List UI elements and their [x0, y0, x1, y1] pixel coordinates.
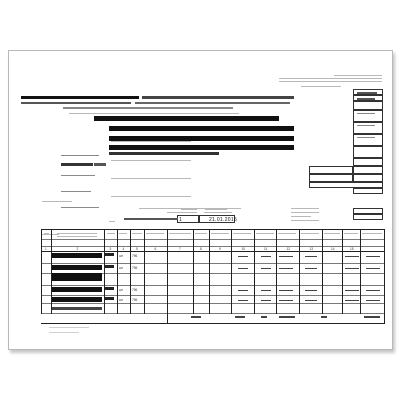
table-column-rule — [167, 229, 168, 314]
header-text-line — [61, 207, 99, 208]
header-text-line — [279, 78, 382, 79]
column-number: 4 — [122, 246, 125, 251]
table-column-rule — [276, 229, 277, 314]
row-value — [238, 300, 248, 302]
row-value — [261, 256, 271, 258]
row-value — [366, 300, 380, 302]
row-value — [261, 268, 271, 270]
totals-value — [261, 316, 267, 318]
header-text-line — [111, 141, 191, 142]
header-text-line — [291, 208, 319, 209]
header-text-line — [61, 155, 99, 156]
column-header-text — [107, 233, 115, 234]
table-rule — [41, 229, 384, 230]
totals-rule — [384, 313, 385, 324]
header-text-line — [204, 212, 232, 213]
table-column-rule — [322, 229, 323, 314]
table-column-rule — [254, 229, 255, 314]
code-value — [357, 125, 375, 126]
column-header-text — [233, 233, 251, 234]
redacted-goods-code — [104, 253, 114, 256]
row-value — [261, 290, 271, 292]
footer-text-line — [49, 327, 89, 328]
row-value — [305, 268, 317, 270]
header-text-line — [69, 113, 239, 114]
header-text-line — [334, 75, 382, 76]
document-page — [8, 50, 393, 350]
redacted-goods-name — [52, 287, 102, 292]
totals-rule — [167, 323, 384, 324]
column-number: 9 — [219, 246, 221, 251]
row-value — [345, 300, 359, 302]
header-text-line — [167, 212, 197, 213]
column-number: 2 — [76, 246, 79, 251]
totals-rule — [167, 313, 168, 324]
column-number: 6 — [154, 246, 157, 251]
row-unit-code: 796 — [132, 266, 138, 270]
totals-value — [235, 316, 245, 318]
table-column-rule — [209, 229, 210, 314]
table-column-rule — [144, 229, 145, 314]
header-text-line — [291, 212, 319, 213]
column-header-text — [132, 233, 142, 234]
header-text-line — [41, 234, 59, 235]
code-value — [357, 113, 375, 114]
row-unit-code: 796 — [132, 254, 138, 258]
row-value — [238, 268, 248, 270]
column-header-text — [362, 233, 382, 234]
redacted-payer — [109, 145, 294, 150]
row-value — [366, 256, 380, 258]
header-text-line — [111, 196, 191, 197]
table-column-rule — [231, 229, 232, 314]
column-number: 13 — [309, 246, 314, 251]
redacted-consignee — [109, 126, 294, 131]
redacted-goods-name — [52, 253, 102, 258]
row-value — [305, 256, 317, 258]
code-box — [353, 122, 383, 134]
row-value — [261, 300, 271, 302]
row-value — [366, 290, 380, 292]
code-box — [353, 101, 383, 110]
row-unit: шт — [119, 266, 124, 270]
column-number: 11 — [264, 246, 268, 251]
header-text-line — [111, 160, 191, 161]
row-value — [279, 290, 293, 292]
row-value — [345, 256, 359, 258]
column-number: 3 — [109, 246, 112, 251]
row-value — [366, 268, 380, 270]
table-column-rule — [299, 229, 300, 314]
label-line — [205, 209, 227, 210]
code-box — [353, 214, 383, 220]
column-header-text — [57, 233, 97, 234]
row-value — [345, 268, 359, 270]
redacted-supplier-2 — [135, 102, 290, 104]
row-value — [238, 256, 248, 258]
column-number: 12 — [286, 246, 291, 251]
column-header-text — [195, 233, 207, 234]
table-rule — [41, 303, 384, 304]
table-column-rule — [342, 229, 343, 314]
table-rule — [41, 295, 384, 296]
redacted-goods-name — [52, 273, 102, 281]
table-column-rule — [41, 229, 42, 314]
column-number: 15 — [350, 246, 354, 251]
header-text-line — [42, 201, 72, 202]
code-value — [357, 92, 377, 94]
row-unit: шт — [119, 298, 124, 302]
code-box — [309, 174, 353, 182]
redacted-supplier — [142, 96, 294, 99]
table-column-rule — [193, 229, 194, 314]
code-box — [353, 188, 383, 194]
column-header-text — [278, 233, 296, 234]
redacted-payer-small — [109, 152, 219, 155]
table-column-rule — [130, 229, 131, 314]
redacted-goods-code — [104, 287, 114, 290]
code-box — [353, 158, 383, 166]
redacted-supplier — [21, 96, 139, 99]
row-value — [279, 268, 293, 270]
column-number: 1 — [45, 246, 47, 251]
redacted-supplier — [109, 136, 294, 141]
table-column-rule — [117, 229, 118, 314]
document-title — [124, 217, 178, 223]
code-box — [353, 174, 383, 182]
column-number: 8 — [200, 246, 202, 251]
table-column-rule — [360, 229, 361, 314]
code-box — [353, 166, 383, 174]
row-value — [305, 300, 317, 302]
header-text-line — [61, 191, 91, 192]
table-column-rule — [384, 229, 385, 314]
row-value — [279, 256, 293, 258]
table-column-rule — [104, 229, 105, 314]
header-text-line — [279, 81, 382, 82]
column-header-text — [324, 233, 340, 234]
table-rule — [41, 285, 384, 286]
column-number: 5 — [136, 246, 138, 251]
redacted-goods-code — [104, 265, 114, 268]
row-value — [305, 290, 317, 292]
column-header-text — [344, 233, 358, 234]
header-text-line — [291, 220, 319, 221]
row-value — [238, 290, 248, 292]
document-date: 21.01.2015 — [209, 217, 238, 223]
column-header-text — [301, 233, 319, 234]
header-text-line — [109, 221, 115, 222]
redacted-basis — [61, 163, 93, 166]
column-header-text — [256, 233, 274, 234]
redacted-goods-name — [52, 297, 102, 302]
column-header-text — [44, 233, 49, 234]
column-header-text — [57, 236, 97, 237]
table-rule — [41, 251, 384, 252]
header-text-line — [291, 216, 311, 217]
code-box — [353, 146, 383, 158]
column-number: 14 — [331, 246, 335, 251]
row-unit-code: 796 — [132, 288, 138, 292]
row-value — [279, 300, 293, 302]
column-header-text — [146, 233, 164, 234]
totals-value — [321, 316, 327, 318]
code-box — [353, 134, 383, 146]
redacted-goods-name — [52, 307, 102, 310]
row-unit-code: 796 — [132, 298, 138, 302]
column-header-text — [169, 233, 191, 234]
table-rule — [41, 263, 384, 264]
redacted-line — [63, 107, 233, 109]
table-rule — [41, 313, 384, 314]
row-unit: шт — [119, 288, 124, 292]
totals-value — [364, 316, 380, 318]
row-unit: шт — [119, 254, 124, 258]
label-line — [181, 209, 197, 210]
redacted-basis — [94, 163, 106, 166]
column-header-text — [211, 233, 229, 234]
code-box — [353, 110, 383, 122]
code-value — [357, 137, 375, 138]
redacted-supplier-2 — [21, 102, 131, 104]
code-value — [357, 98, 375, 100]
totals-value — [279, 316, 295, 318]
column-header-text — [119, 233, 127, 234]
column-number: 7 — [179, 246, 181, 251]
redacted-consignor — [94, 116, 279, 121]
row-value — [345, 290, 359, 292]
redacted-goods-name — [52, 265, 102, 270]
footer-text-line — [49, 332, 79, 333]
redacted-goods-code — [104, 297, 114, 300]
header-text-line — [111, 178, 191, 179]
header-text-line — [301, 86, 341, 87]
code-box — [309, 166, 353, 174]
column-number: 10 — [241, 246, 246, 251]
table-rule — [41, 239, 384, 240]
totals-value — [191, 316, 201, 318]
header-text-line — [61, 175, 95, 176]
document-number: 1 — [179, 217, 182, 223]
